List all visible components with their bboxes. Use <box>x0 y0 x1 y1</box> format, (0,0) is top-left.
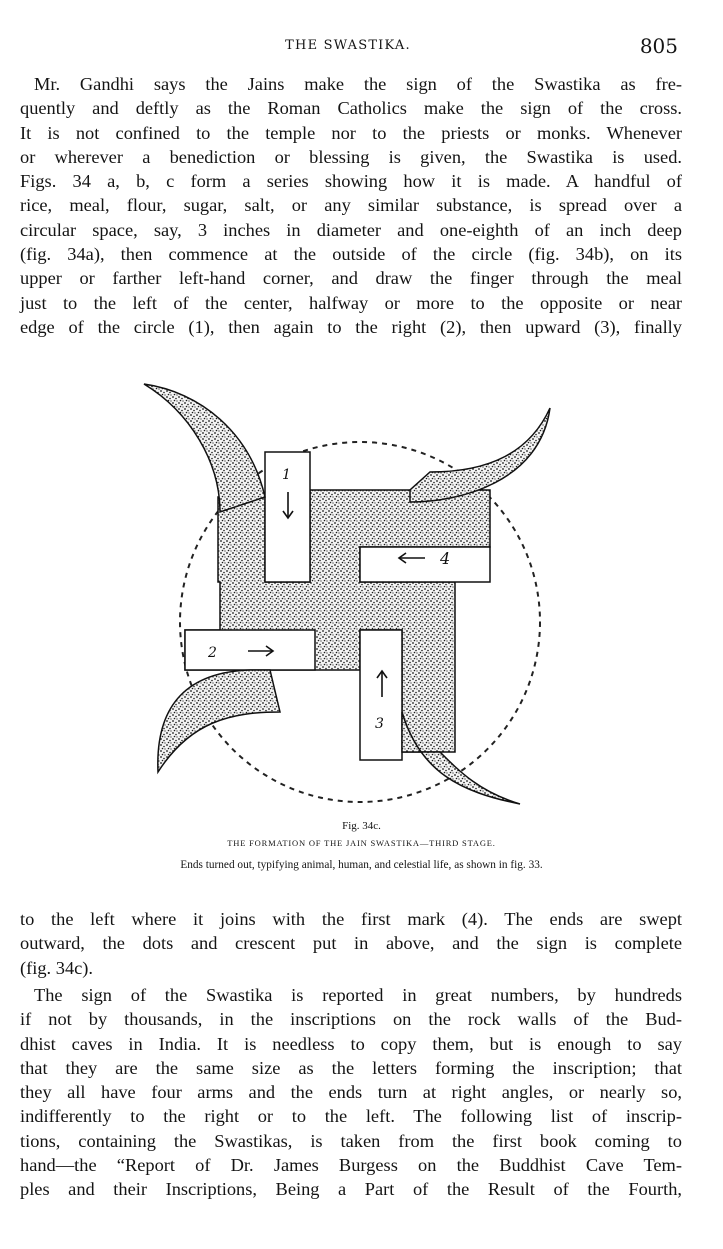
paragraph-buddhist-caves <box>20 983 682 1202</box>
arm-top-left <box>144 384 265 512</box>
mark-number-1: 1 <box>282 467 291 483</box>
text-line: edge of the circle (1), then again to the right (2), then upward (3), finally <box>20 316 682 337</box>
paragraph-gandhi-jains <box>20 72 682 339</box>
text-line: Figs. 34 a, b, c form a series showing how it is made. A handful of <box>20 171 682 192</box>
arm-top-right <box>410 408 550 502</box>
paragraph-continuation <box>20 907 682 980</box>
text-line: (fig. 34c). <box>20 957 94 978</box>
channel-4 <box>360 547 490 582</box>
arm-bottom-left <box>158 670 280 772</box>
text-line: indifferently to the right or to the left. The following list of inscrip- <box>20 1106 682 1127</box>
channel-2 <box>185 630 315 670</box>
running-head <box>18 34 678 58</box>
swastika-illustration <box>130 372 570 812</box>
mark-number-2: 2 <box>208 645 217 661</box>
text-line: rice, meal, flour, sugar, salt, or any similar substance, is spread over a <box>20 195 682 216</box>
text-line: that they are the same size as the letters forming the inscription; that <box>20 1057 682 1078</box>
swastika-figure <box>130 372 570 812</box>
text-line: The sign of the Swastika is reported in great numbers, by hundreds <box>34 985 682 1005</box>
figure-caption: Ends turned out, typifying animal, human, and celestial life, as shown in fig. 33. <box>180 859 543 871</box>
text-line: ples and their Inscriptions, Being a Part of the Result of the Fourth, <box>20 1179 682 1200</box>
text-line: if not by thousands, in the inscriptions on the rock walls of the Bud- <box>20 1009 682 1030</box>
text-line: they all have four arms and the ends turn at right angles, or nearly so, <box>20 1082 682 1103</box>
figure-label: Fig. 34c. <box>342 820 381 832</box>
text-line: Mr. Gandhi says the Jains make the sign of the Swastika as fre- <box>34 74 682 94</box>
text-line: or wherever a benediction or blessing is given, the Swastika is used. <box>20 146 682 167</box>
page-number: 805 <box>639 34 678 58</box>
text-line: circular space, say, 3 inches in diameter and one-eighth of an inch deep <box>20 219 682 240</box>
text-line: just to the left of the center, halfway or more to the opposite or near <box>20 292 682 313</box>
text-line: dhist caves in India. It is needless to copy them, but is enough to say <box>20 1033 682 1054</box>
text-line: tions, containing the Swastikas, is taken from the first book coming to <box>20 1130 682 1151</box>
text-line: It is not confined to the temple nor to the priests or monks. Whenever <box>20 122 682 143</box>
running-head-title: THE SWASTIKA. <box>285 38 411 53</box>
text-line: quently and deftly as the Roman Catholics make the sign of the cross. <box>20 98 682 119</box>
mark-number-3: 3 <box>375 716 384 732</box>
text-line: hand—the “Report of Dr. James Burgess on the Buddhist Cave Tem- <box>20 1155 682 1176</box>
text-line: outward, the dots and crescent put in above, and the sign is complete <box>20 933 682 954</box>
channel-3 <box>360 630 402 760</box>
text-line: upper or farther left-hand corner, and draw the finger through the meal <box>20 268 682 289</box>
text-line: (fig. 34a), then commence at the outside of the circle (fig. 34b), on its <box>20 244 682 265</box>
mark-number-4: 4 <box>440 549 451 568</box>
text-line: to the left where it joins with the first mark (4). The ends are swept <box>20 909 682 929</box>
figure-title: THE FORMATION OF THE JAIN SWASTIKA—THIRD STAGE. <box>227 838 496 848</box>
